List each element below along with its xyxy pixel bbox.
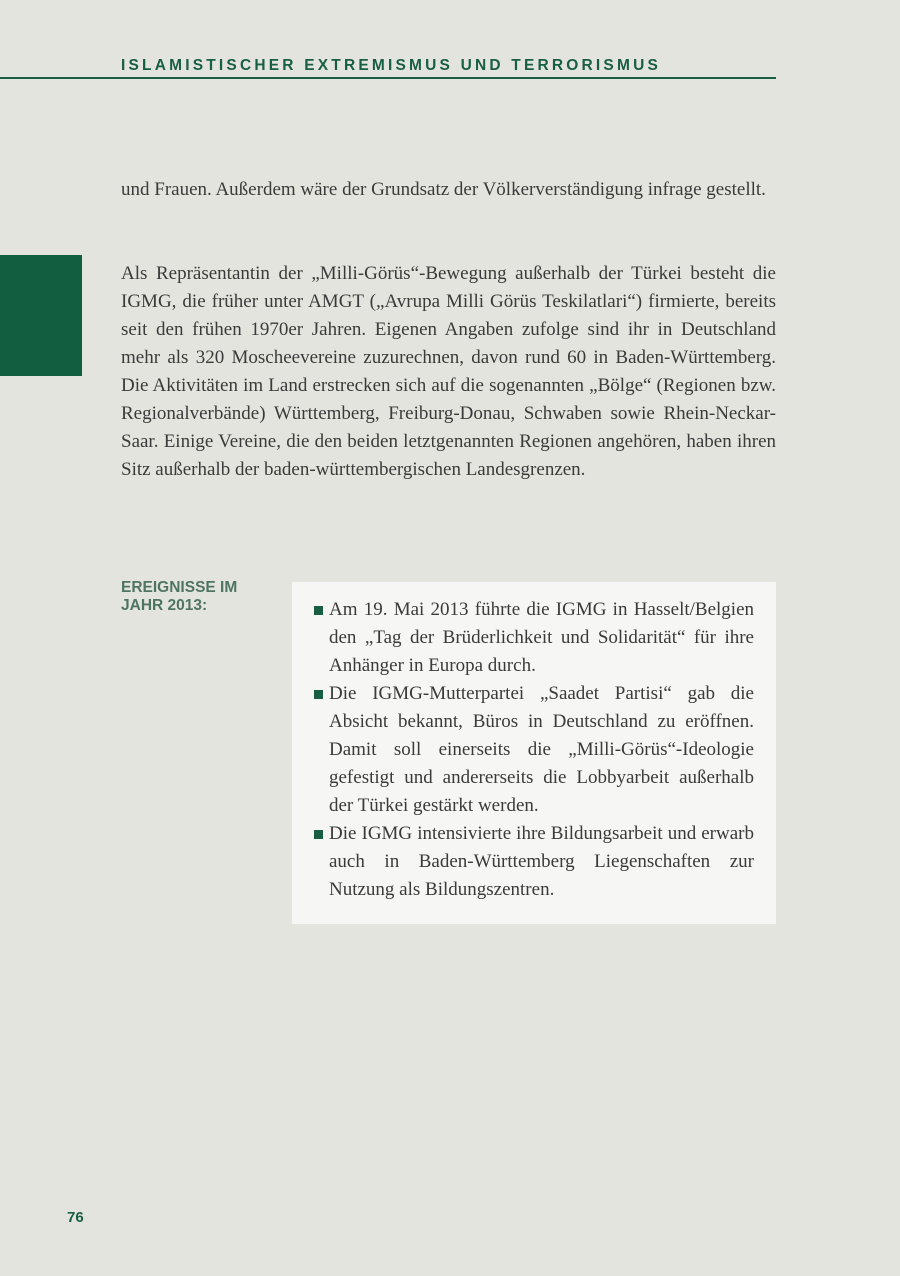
body-paragraph-2: Als Repräsentantin der „Milli-Görüs“-Bewegung außerhalb der Türkei besteht die IGMG, die früher unter AMGT („Avrupa Milli Görüs Teskilatlari“) firmierte, bereits seit den frühen 1970er Jahren. Eigenen Angaben zufolge sind ihr in Deutschland mehr als 320 Moscheevereine zuzurechnen, davon rund 60 in Baden-Württemberg. Die Aktivitäten im Land erstrecken sich auf die sogenannten „Bölge“ (Regionen bzw. Regionalverbände) Württemberg, Freiburg-Donau, Schwaben sowie Rhein-Neckar-Saar. Einige Vereine, die den beiden letztgenannten Regionen angehören, haben ihren Sitz außerhalb der baden-württembergischen Landesgrenzen. <box>121 263 776 480</box>
event-item-text: Die IGMG-Mutterpartei „Saadet Partisi“ gab die Absicht bekannt, Büros in Deutschland zu eröffnen. Damit soll einerseits die „Milli-Görüs“-Ideologie gefestigt und andererseits die Lobbyarbeit außerhalb der Türkei gestärkt werden. <box>329 683 754 816</box>
header-rule <box>0 77 776 79</box>
running-header: ISLAMISTISCHER EXTREMISMUS UND TERRORISMUS <box>121 57 662 74</box>
events-label-line-2: JAHR 2013: <box>121 597 208 614</box>
square-bullet-icon <box>314 830 323 839</box>
chapter-tab-marker <box>0 255 82 376</box>
events-box <box>292 582 776 924</box>
square-bullet-icon <box>314 690 323 699</box>
event-item <box>314 820 754 904</box>
event-item-text: Am 19. Mai 2013 führte die IGMG in Hasselt/Belgien den „Tag der Brüderlichkeit und Solidarität“ für ihre Anhänger in Europa durch. <box>329 599 754 676</box>
event-item-text: Die IGMG intensivierte ihre Bildungsarbeit und erwarb auch in Baden-Württemberg Liegenschaften zur Nutzung als Bildungszentren. <box>329 823 754 900</box>
square-bullet-icon <box>314 606 323 615</box>
event-item <box>314 680 754 820</box>
events-label-line-1: EREIGNISSE IM <box>121 579 238 596</box>
events-list <box>314 596 754 904</box>
body-paragraph-1: und Frauen. Außerdem wäre der Grundsatz der Völkerverständigung infrage gestellt. <box>121 179 766 200</box>
events-section-label <box>121 579 281 615</box>
page-number: 76 <box>67 1209 84 1226</box>
event-item <box>314 596 754 680</box>
